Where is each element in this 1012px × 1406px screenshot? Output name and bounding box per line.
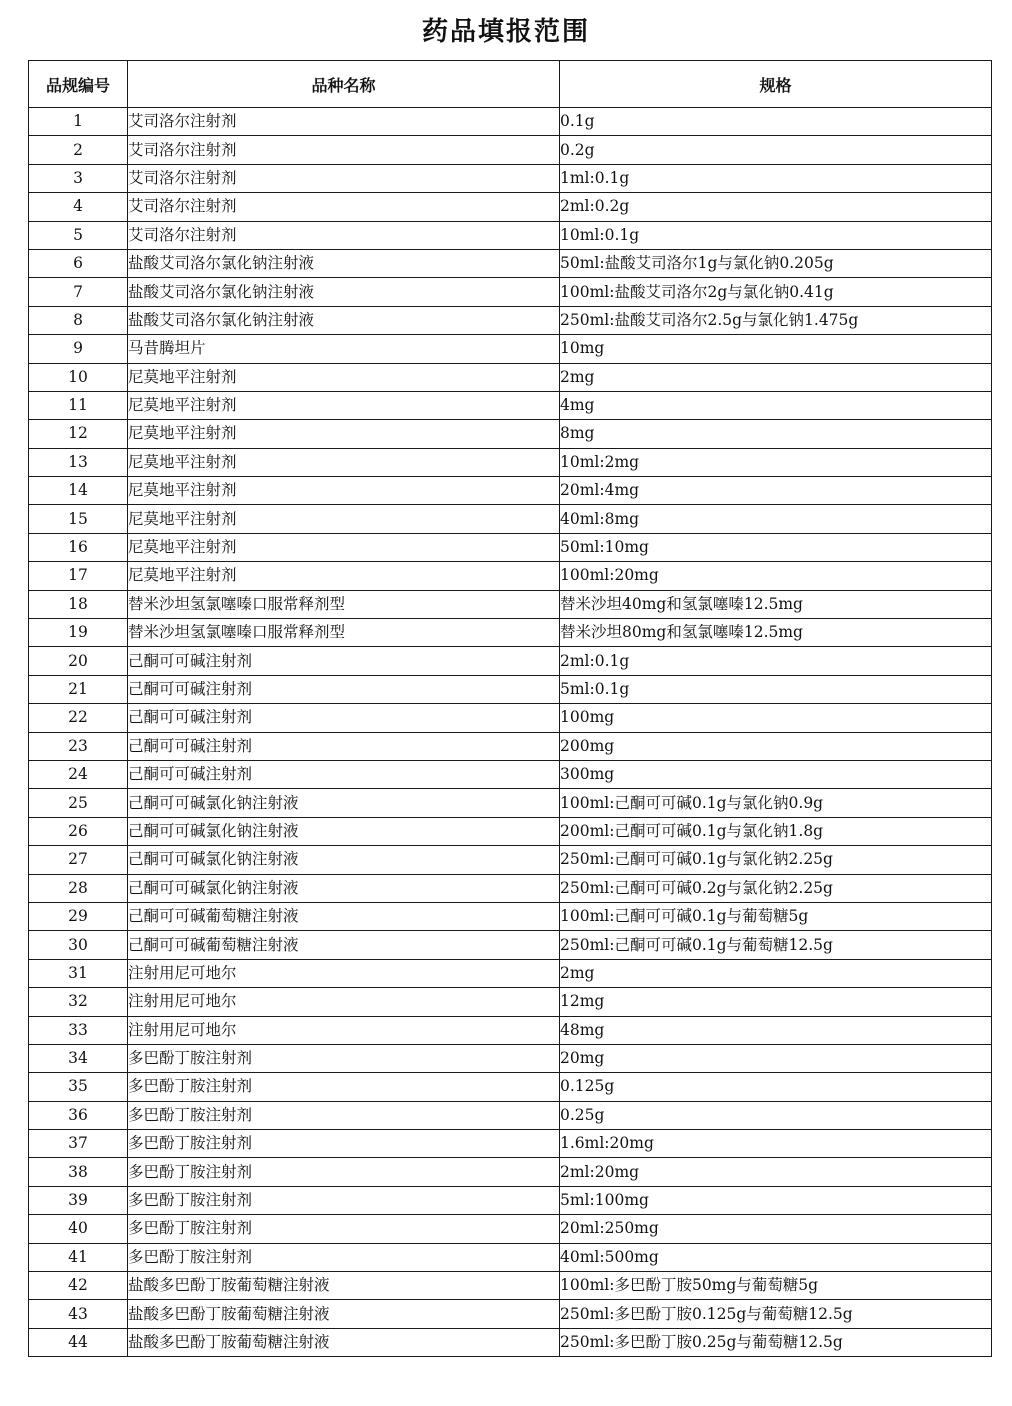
cell-name: 尼莫地平注射剂 [128,477,560,505]
cell-name: 艾司洛尔注射剂 [128,136,560,164]
table-row [29,391,992,419]
cell-id: 16 [29,533,128,561]
cell-spec: 5ml:100mg [560,1186,992,1214]
cell-name: 多巴酚丁胺注射剂 [128,1130,560,1158]
cell-name: 盐酸艾司洛尔氯化钠注射液 [128,249,560,277]
table-row [29,1186,992,1214]
cell-name: 多巴酚丁胺注射剂 [128,1186,560,1214]
cell-name: 尼莫地平注射剂 [128,533,560,561]
cell-id: 27 [29,846,128,874]
cell-spec: 0.1g [560,108,992,136]
cell-name: 注射用尼可地尔 [128,959,560,987]
cell-spec: 100ml:多巴酚丁胺50mg与葡萄糖5g [560,1272,992,1300]
table-row [29,278,992,306]
column-header-id: 品规编号 [29,61,128,108]
cell-spec: 50ml:盐酸艾司洛尔1g与氯化钠0.205g [560,249,992,277]
cell-id: 30 [29,931,128,959]
cell-name: 多巴酚丁胺注射剂 [128,1215,560,1243]
cell-spec: 100mg [560,704,992,732]
cell-name: 己酮可可碱注射剂 [128,760,560,788]
cell-spec: 替米沙坦40mg和氢氯噻嗪12.5mg [560,590,992,618]
table-row [29,1016,992,1044]
cell-id: 12 [29,420,128,448]
cell-id: 29 [29,902,128,930]
cell-id: 7 [29,278,128,306]
drug-scope-table [28,60,992,1357]
cell-name: 己酮可可碱氯化钠注射液 [128,846,560,874]
column-header-spec: 规格 [560,61,992,108]
table-row [29,533,992,561]
cell-name: 尼莫地平注射剂 [128,391,560,419]
cell-spec: 5ml:0.1g [560,675,992,703]
cell-name: 己酮可可碱葡萄糖注射液 [128,902,560,930]
cell-id: 15 [29,505,128,533]
cell-id: 14 [29,477,128,505]
table-row [29,931,992,959]
table-row [29,448,992,476]
cell-spec: 250ml:己酮可可碱0.2g与氯化钠2.25g [560,874,992,902]
cell-name: 马昔腾坦片 [128,335,560,363]
table-row [29,590,992,618]
cell-spec: 250ml:多巴酚丁胺0.125g与葡萄糖12.5g [560,1300,992,1328]
cell-name: 尼莫地平注射剂 [128,448,560,476]
table-row [29,988,992,1016]
table-row [29,732,992,760]
cell-id: 4 [29,193,128,221]
table-row [29,647,992,675]
cell-id: 17 [29,562,128,590]
cell-id: 42 [29,1272,128,1300]
cell-name: 替米沙坦氢氯噻嗪口服常释剂型 [128,619,560,647]
cell-id: 36 [29,1101,128,1129]
cell-id: 31 [29,959,128,987]
cell-name: 艾司洛尔注射剂 [128,193,560,221]
table-row [29,1044,992,1072]
table-row [29,108,992,136]
cell-name: 己酮可可碱氯化钠注射液 [128,874,560,902]
table-row [29,193,992,221]
cell-name: 尼莫地平注射剂 [128,420,560,448]
table-row [29,420,992,448]
table-row [29,1243,992,1271]
table-row [29,817,992,845]
cell-name: 注射用尼可地尔 [128,1016,560,1044]
cell-spec: 0.25g [560,1101,992,1129]
cell-id: 19 [29,619,128,647]
table-row [29,136,992,164]
table-header-row [29,61,992,108]
table-row [29,1158,992,1186]
cell-id: 37 [29,1130,128,1158]
table-row [29,477,992,505]
cell-spec: 10ml:0.1g [560,221,992,249]
cell-spec: 0.2g [560,136,992,164]
page-title: 药品填报范围 [421,17,590,47]
cell-id: 18 [29,590,128,618]
cell-id: 6 [29,249,128,277]
cell-id: 43 [29,1300,128,1328]
cell-name: 注射用尼可地尔 [128,988,560,1016]
table-row [29,363,992,391]
cell-spec: 100ml:盐酸艾司洛尔2g与氯化钠0.41g [560,278,992,306]
cell-id: 35 [29,1073,128,1101]
table-row [29,1272,992,1300]
cell-name: 盐酸多巴酚丁胺葡萄糖注射液 [128,1300,560,1328]
cell-id: 26 [29,817,128,845]
table-row [29,1300,992,1328]
table-row [29,306,992,334]
table-row [29,1101,992,1129]
cell-name: 尼莫地平注射剂 [128,505,560,533]
cell-spec: 100ml:20mg [560,562,992,590]
cell-name: 替米沙坦氢氯噻嗪口服常释剂型 [128,590,560,618]
cell-id: 22 [29,704,128,732]
table-row [29,675,992,703]
column-header-name: 品种名称 [128,61,560,108]
table-row [29,1215,992,1243]
cell-spec: 4mg [560,391,992,419]
cell-id: 33 [29,1016,128,1044]
table-row [29,874,992,902]
cell-name: 盐酸多巴酚丁胺葡萄糖注射液 [128,1272,560,1300]
cell-id: 3 [29,164,128,192]
table-row [29,164,992,192]
table-row [29,249,992,277]
cell-spec: 50ml:10mg [560,533,992,561]
cell-name: 多巴酚丁胺注射剂 [128,1073,560,1101]
cell-name: 己酮可可碱注射剂 [128,704,560,732]
cell-id: 20 [29,647,128,675]
cell-spec: 10mg [560,335,992,363]
cell-spec: 2ml:20mg [560,1158,992,1186]
cell-name: 己酮可可碱氯化钠注射液 [128,817,560,845]
cell-spec: 2ml:0.1g [560,647,992,675]
cell-name: 艾司洛尔注射剂 [128,221,560,249]
cell-id: 8 [29,306,128,334]
cell-spec: 20ml:4mg [560,477,992,505]
cell-spec: 250ml:己酮可可碱0.1g与葡萄糖12.5g [560,931,992,959]
cell-id: 41 [29,1243,128,1271]
table-row [29,562,992,590]
cell-name: 己酮可可碱葡萄糖注射液 [128,931,560,959]
cell-spec: 1ml:0.1g [560,164,992,192]
cell-name: 己酮可可碱注射剂 [128,732,560,760]
table-row [29,902,992,930]
cell-spec: 200ml:己酮可可碱0.1g与氯化钠1.8g [560,817,992,845]
cell-id: 28 [29,874,128,902]
cell-name: 尼莫地平注射剂 [128,562,560,590]
cell-spec: 12mg [560,988,992,1016]
cell-spec: 20mg [560,1044,992,1072]
cell-spec: 40ml:8mg [560,505,992,533]
cell-name: 尼莫地平注射剂 [128,363,560,391]
cell-spec: 10ml:2mg [560,448,992,476]
cell-id: 40 [29,1215,128,1243]
cell-id: 9 [29,335,128,363]
cell-spec: 20ml:250mg [560,1215,992,1243]
cell-id: 21 [29,675,128,703]
cell-spec: 2mg [560,959,992,987]
cell-name: 盐酸艾司洛尔氯化钠注射液 [128,278,560,306]
cell-name: 多巴酚丁胺注射剂 [128,1243,560,1271]
cell-name: 艾司洛尔注射剂 [128,164,560,192]
cell-name: 艾司洛尔注射剂 [128,108,560,136]
cell-id: 34 [29,1044,128,1072]
table-row [29,505,992,533]
cell-spec: 300mg [560,760,992,788]
cell-spec: 0.125g [560,1073,992,1101]
cell-name: 盐酸多巴酚丁胺葡萄糖注射液 [128,1328,560,1356]
cell-spec: 100ml:己酮可可碱0.1g与氯化钠0.9g [560,789,992,817]
cell-spec: 8mg [560,420,992,448]
cell-id: 38 [29,1158,128,1186]
cell-id: 24 [29,760,128,788]
table-row [29,1073,992,1101]
table-row [29,846,992,874]
cell-id: 5 [29,221,128,249]
table-row [29,1328,992,1356]
table-row [29,959,992,987]
cell-name: 多巴酚丁胺注射剂 [128,1101,560,1129]
table-row [29,789,992,817]
cell-spec: 250ml:己酮可可碱0.1g与氯化钠2.25g [560,846,992,874]
table-row [29,760,992,788]
cell-spec: 2ml:0.2g [560,193,992,221]
cell-name: 己酮可可碱注射剂 [128,675,560,703]
cell-id: 1 [29,108,128,136]
cell-spec: 200mg [560,732,992,760]
cell-id: 23 [29,732,128,760]
cell-spec: 40ml:500mg [560,1243,992,1271]
table-row [29,619,992,647]
table-body [29,108,992,1357]
cell-name: 己酮可可碱注射剂 [128,647,560,675]
cell-spec: 100ml:己酮可可碱0.1g与葡萄糖5g [560,902,992,930]
cell-id: 25 [29,789,128,817]
cell-name: 己酮可可碱氯化钠注射液 [128,789,560,817]
table-row [29,1130,992,1158]
cell-id: 39 [29,1186,128,1214]
table-row [29,221,992,249]
cell-id: 32 [29,988,128,1016]
cell-spec: 1.6ml:20mg [560,1130,992,1158]
cell-name: 多巴酚丁胺注射剂 [128,1158,560,1186]
cell-name: 盐酸艾司洛尔氯化钠注射液 [128,306,560,334]
cell-spec: 250ml:盐酸艾司洛尔2.5g与氯化钠1.475g [560,306,992,334]
cell-id: 44 [29,1328,128,1356]
cell-id: 10 [29,363,128,391]
cell-id: 13 [29,448,128,476]
cell-spec: 2mg [560,363,992,391]
cell-id: 11 [29,391,128,419]
table-row [29,704,992,732]
cell-id: 2 [29,136,128,164]
cell-spec: 48mg [560,1016,992,1044]
table-row [29,335,992,363]
cell-spec: 250ml:多巴酚丁胺0.25g与葡萄糖12.5g [560,1328,992,1356]
cell-spec: 替米沙坦80mg和氢氯噻嗪12.5mg [560,619,992,647]
cell-name: 多巴酚丁胺注射剂 [128,1044,560,1072]
